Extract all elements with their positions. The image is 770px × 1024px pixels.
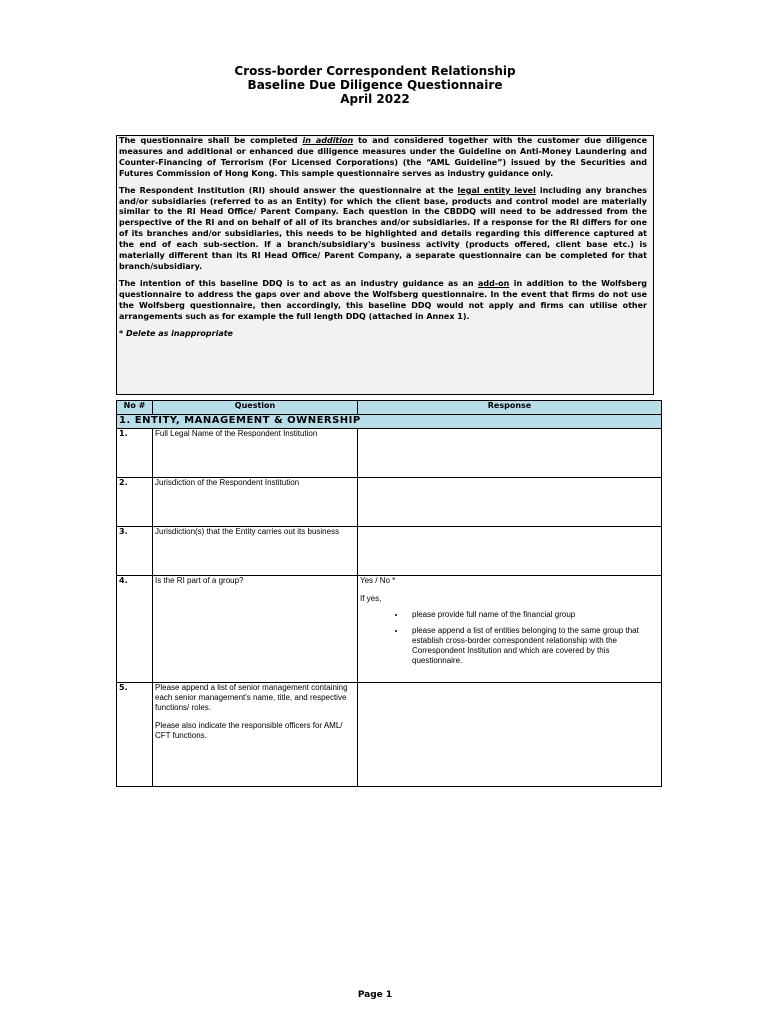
title-line-2: Baseline Due Diligence Questionnaire: [247, 78, 503, 92]
intro-paragraph-3: [119, 279, 647, 323]
document-title: [0, 64, 750, 106]
yes-no-choice[interactable]: Yes / No *: [360, 576, 396, 585]
row-number: 1.: [117, 429, 153, 478]
table-row: [117, 576, 662, 683]
title-line-1: Cross-border Correspondent Relationship: [234, 64, 516, 78]
intro-p1-emphasis: in addition: [302, 136, 354, 145]
question-text: Please append a list of senior management containing each senior management's name, title, and respective functions/ roles.: [155, 683, 348, 712]
table-row: [117, 429, 662, 478]
response-cell[interactable]: [358, 683, 662, 787]
response-bullet-list: [360, 610, 659, 666]
question-cell: Jurisdiction(s) that the Entity carries out its business: [153, 527, 358, 576]
table-row: [117, 527, 662, 576]
row-number: 5.: [117, 683, 153, 787]
row-number: 4.: [117, 576, 153, 683]
page-number: Page 1: [357, 990, 393, 1000]
title-date: April 2022: [340, 92, 410, 106]
header-no: No #: [117, 401, 153, 415]
intro-p1-text: The questionnaire shall be completed: [119, 136, 303, 145]
bullet-group-name: • please provide full name of the financial group: [406, 610, 659, 620]
question-cell: Full Legal Name of the Respondent Institution: [153, 429, 358, 478]
intro-p2-text-2: including any branches and/or subsidiaries (referred to as an Entity) for which the client base, products and control model are materially similar to the RI Head Office/ Parent Company. Each question in the CBDDQ will need to be addressed from the perspective of the RI and on behalf of all of its branches and/or subsidiaries. If a response for the RI differs for one of its branches and/or subsidiaries, this needs to be highlighted and details regarding this difference captured at the end of each sub-section. If a branch/subsidiary's business activity (products offered, client base etc.) is materially different than its RI Head Office/ Parent Company, a separate questionnaire can be completed for that branch/subsidiary.: [119, 185, 648, 271]
if-yes-label: If yes,: [360, 594, 382, 603]
intro-paragraph-1: [119, 136, 647, 180]
intro-p2-text: The Respondent Institution (RI) should answer the questionnaire at the: [119, 185, 458, 195]
table-row: [117, 478, 662, 527]
row-number: 3.: [117, 527, 153, 576]
intro-note: * Delete as inappropriate: [119, 328, 233, 338]
intro-paragraph-2: [119, 186, 647, 273]
header-response: Response: [358, 401, 662, 415]
response-cell[interactable]: [358, 576, 662, 683]
table-row: [117, 683, 662, 787]
section-title: 1. ENTITY, MANAGEMENT & OWNERSHIP: [117, 415, 662, 429]
response-cell[interactable]: [358, 478, 662, 527]
intro-p3-text: The intention of this baseline DDQ is to act as an industry guidance as an: [119, 278, 478, 288]
intro-p2-underline: legal entity level: [457, 185, 536, 195]
intro-p3-underline: add-on: [477, 278, 510, 288]
intro-box: [116, 135, 654, 395]
questionnaire-table: [116, 400, 662, 787]
question-cell: [153, 683, 358, 787]
row-number: 2.: [117, 478, 153, 527]
question-text-2: Please also indicate the responsible officers for AML/ CFT functions.: [155, 721, 343, 740]
question-cell: Jurisdiction of the Respondent Institution: [153, 478, 358, 527]
header-question: Question: [153, 401, 358, 415]
intro-p3-text-2: in addition to the Wolfsberg questionnaire to address the gaps over and above the Wolfsberg questionnaire. In the event that firms do not use the Wolfsberg questionnaire, then accordingly, this baseline DDQ would not apply and firms can utilise other arrangements such as for example the full length DDQ (attached in Annex 1).: [119, 278, 647, 321]
section-row: [117, 415, 662, 429]
response-cell[interactable]: [358, 429, 662, 478]
table-header-row: [117, 401, 662, 415]
bullet-entity-list: • please append a list of entities belonging to the same group that establish cross-border correspondent relationship with the Correspondent Institution and which are covered by this questionnaire.: [406, 626, 659, 666]
question-cell: Is the RI part of a group?: [153, 576, 358, 683]
response-cell[interactable]: [358, 527, 662, 576]
intro-p1-text-2: to and considered together with the customer due diligence measures and additional or enhanced due diligence measures under the Guideline on Anti-Money Laundering and Counter-Financing of Terrorism (For Licensed Corporations) (the “AML Guideline”) issued by the Securities and Futures Commission of Hong Kong. This sample questionnaire serves as industry guidance only.: [119, 136, 648, 178]
